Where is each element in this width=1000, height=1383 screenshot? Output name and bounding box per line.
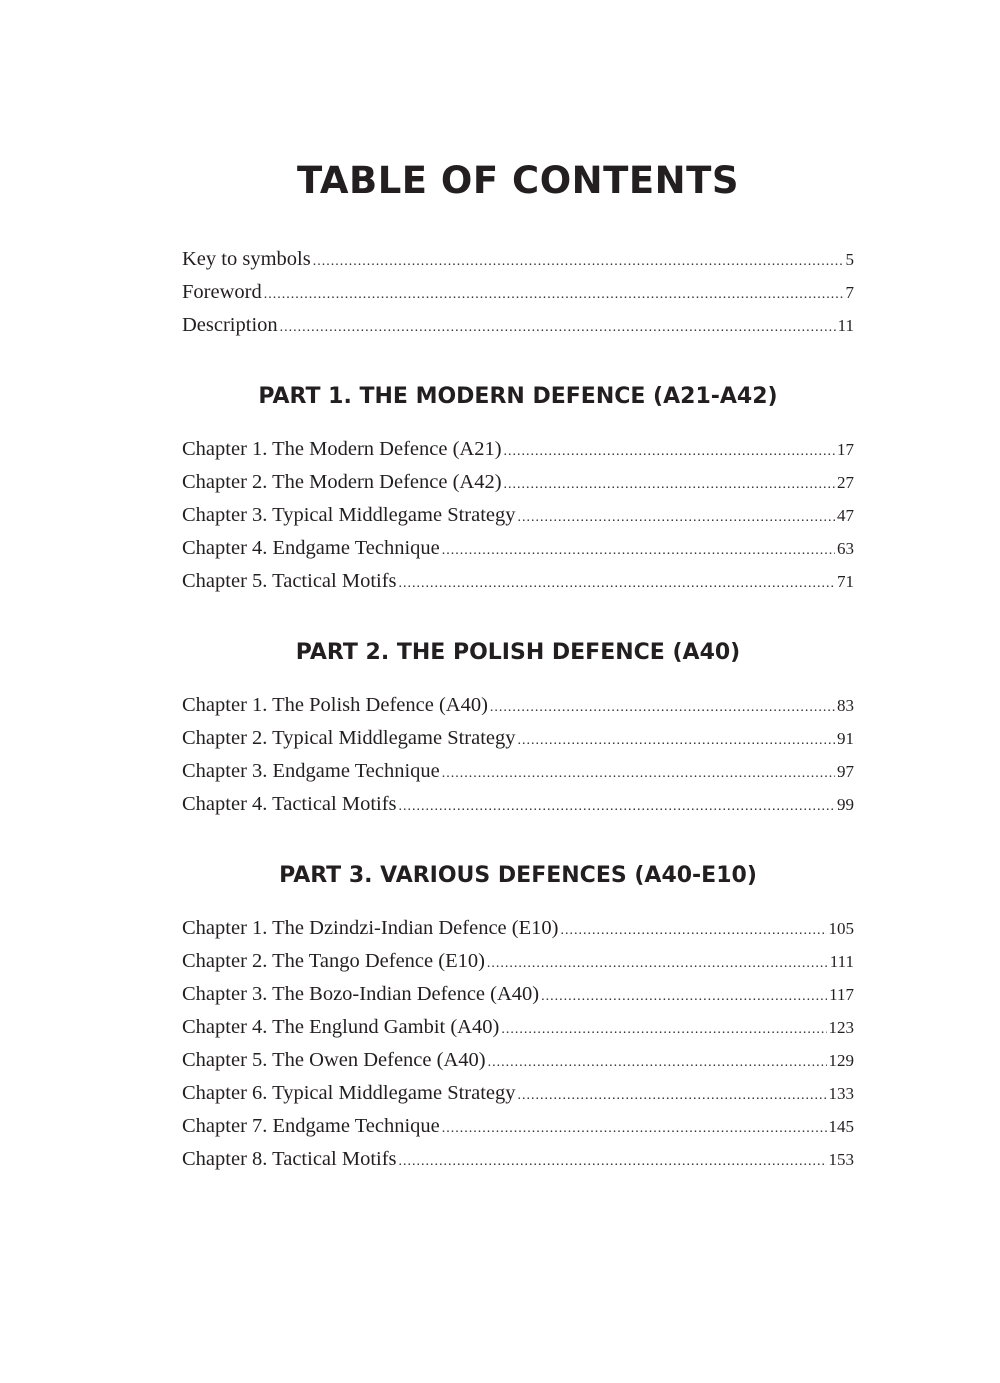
entry-page-number: 71 bbox=[837, 572, 854, 591]
dot-leader bbox=[399, 567, 835, 600]
dot-leader bbox=[264, 278, 844, 311]
entry-title: Chapter 3. The Bozo-Indian Defence (A40) bbox=[182, 983, 540, 1005]
entry-title: Chapter 1. The Polish Defence (A40) bbox=[182, 694, 488, 716]
entry-title: Chapter 8. Tactical Motifs bbox=[182, 1148, 397, 1170]
toc-entry[interactable] bbox=[182, 755, 854, 788]
toc-entry[interactable] bbox=[182, 466, 854, 499]
part-1-chapter-list bbox=[182, 433, 854, 598]
dot-leader bbox=[399, 790, 835, 823]
entry-title: Chapter 1. The Dzindzi-Indian Defence (E10) bbox=[182, 917, 559, 939]
toc-entry[interactable] bbox=[182, 1011, 854, 1044]
toc-entry[interactable] bbox=[182, 499, 854, 532]
dot-leader bbox=[518, 1079, 827, 1112]
dot-leader bbox=[487, 947, 828, 980]
page-title: TABLE OF CONTENTS bbox=[297, 159, 739, 202]
dot-leader bbox=[560, 914, 826, 947]
entry-title: Chapter 1. The Modern Defence (A21) bbox=[182, 438, 502, 460]
toc-entry[interactable] bbox=[182, 912, 854, 945]
toc-entry[interactable] bbox=[182, 1110, 854, 1143]
toc-entry[interactable] bbox=[182, 722, 854, 755]
toc-entry[interactable] bbox=[182, 1143, 854, 1176]
dot-leader bbox=[504, 435, 835, 468]
dot-leader bbox=[399, 1145, 827, 1178]
entry-page-number: 17 bbox=[837, 440, 854, 459]
dot-leader bbox=[442, 534, 835, 567]
part-heading: PART 2. THE POLISH DEFENCE (A40) bbox=[295, 640, 741, 665]
part-1-section bbox=[182, 382, 854, 598]
entry-page-number: 123 bbox=[828, 1018, 854, 1037]
entry-page-number: 133 bbox=[828, 1084, 854, 1103]
entry-page-number: 153 bbox=[828, 1150, 854, 1169]
part-3-chapter-list bbox=[182, 912, 854, 1176]
entry-title: Chapter 4. Tactical Motifs bbox=[182, 793, 397, 815]
entry-title: Chapter 7. Endgame Technique bbox=[182, 1115, 440, 1137]
dot-leader bbox=[541, 980, 827, 1013]
toc-entry[interactable] bbox=[182, 276, 854, 309]
entry-title: Chapter 2. The Modern Defence (A42) bbox=[182, 471, 502, 493]
part-2-section bbox=[182, 638, 854, 821]
toc-entry[interactable] bbox=[182, 565, 854, 598]
entry-title: Chapter 3. Typical Middlegame Strategy bbox=[182, 504, 516, 526]
toc-entry[interactable] bbox=[182, 309, 854, 342]
entry-title: Chapter 2. Typical Middlegame Strategy bbox=[182, 727, 516, 749]
toc-entry[interactable] bbox=[182, 532, 854, 565]
entry-title: Description bbox=[182, 314, 278, 336]
toc-entry[interactable] bbox=[182, 433, 854, 466]
dot-leader bbox=[442, 1112, 827, 1145]
dot-leader bbox=[442, 757, 835, 790]
part-heading: PART 3. VARIOUS DEFENCES (A40-E10) bbox=[279, 863, 757, 888]
entry-title: Foreword bbox=[182, 281, 262, 303]
front-matter-list bbox=[182, 243, 854, 342]
entry-page-number: 145 bbox=[828, 1117, 854, 1136]
dot-leader bbox=[313, 245, 844, 278]
part-3-section bbox=[182, 861, 854, 1176]
dot-leader bbox=[280, 311, 836, 344]
toc-entry[interactable] bbox=[182, 788, 854, 821]
toc-entry[interactable] bbox=[182, 1044, 854, 1077]
dot-leader bbox=[501, 1013, 826, 1046]
dot-leader bbox=[488, 1046, 827, 1079]
entry-page-number: 99 bbox=[837, 795, 854, 814]
entry-page-number: 105 bbox=[828, 919, 854, 938]
entry-page-number: 83 bbox=[837, 696, 854, 715]
dot-leader bbox=[518, 501, 835, 534]
entry-page-number: 11 bbox=[837, 316, 854, 335]
entry-page-number: 63 bbox=[837, 539, 854, 558]
entry-title: Chapter 4. Endgame Technique bbox=[182, 537, 440, 559]
toc-entry[interactable] bbox=[182, 689, 854, 722]
toc-entry[interactable] bbox=[182, 1077, 854, 1110]
entry-page-number: 27 bbox=[837, 473, 854, 492]
front-matter-section bbox=[182, 243, 854, 342]
entry-title: Chapter 5. Tactical Motifs bbox=[182, 570, 397, 592]
toc-entry[interactable] bbox=[182, 978, 854, 1011]
dot-leader bbox=[490, 691, 835, 724]
dot-leader bbox=[504, 468, 835, 501]
entry-title: Chapter 2. The Tango Defence (E10) bbox=[182, 950, 485, 972]
entry-page-number: 97 bbox=[837, 762, 854, 781]
entry-title: Key to symbols bbox=[182, 248, 311, 270]
entry-page-number: 117 bbox=[829, 985, 854, 1004]
part-heading: PART 1. THE MODERN DEFENCE (A21-A42) bbox=[258, 384, 778, 409]
entry-title: Chapter 4. The Englund Gambit (A40) bbox=[182, 1016, 500, 1038]
entry-page-number: 91 bbox=[837, 729, 854, 748]
toc-entry[interactable] bbox=[182, 243, 854, 276]
entry-page-number: 7 bbox=[845, 283, 854, 302]
entry-page-number: 129 bbox=[828, 1051, 854, 1070]
entry-title: Chapter 6. Typical Middlegame Strategy bbox=[182, 1082, 516, 1104]
part-2-chapter-list bbox=[182, 689, 854, 821]
entry-title: Chapter 3. Endgame Technique bbox=[182, 760, 440, 782]
entry-page-number: 111 bbox=[829, 952, 854, 971]
entry-title: Chapter 5. The Owen Defence (A40) bbox=[182, 1049, 486, 1071]
dot-leader bbox=[518, 724, 835, 757]
entry-page-number: 47 bbox=[837, 506, 854, 525]
entry-page-number: 5 bbox=[845, 250, 854, 269]
toc-entry[interactable] bbox=[182, 945, 854, 978]
